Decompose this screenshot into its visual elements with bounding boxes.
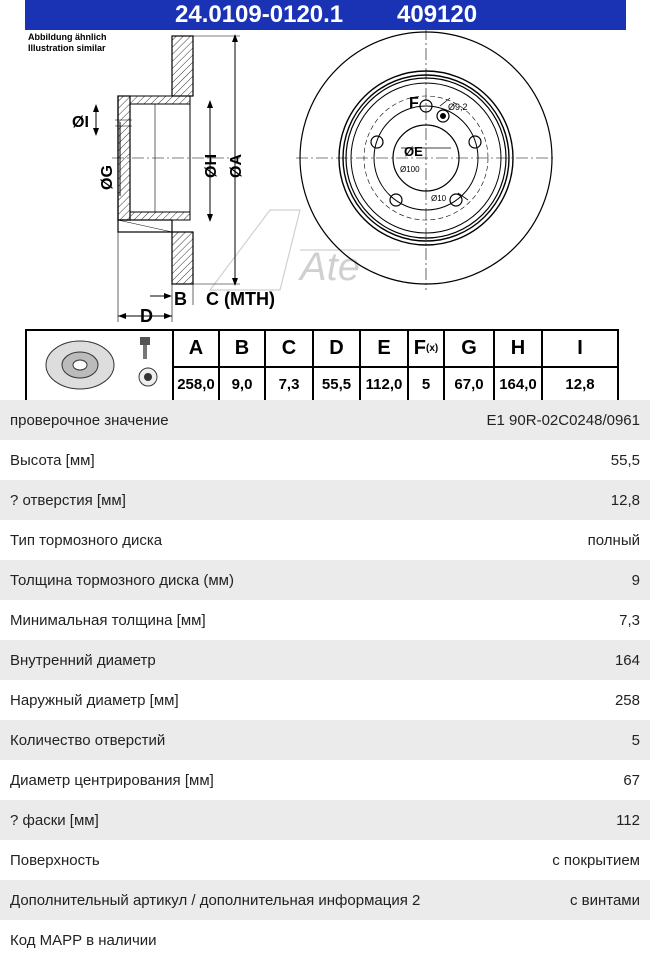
disc-thumbnail-cell [26, 330, 173, 402]
side-section-view [72, 34, 275, 326]
label-bore-10: Ø10 [431, 194, 447, 203]
dimensions-table [25, 329, 619, 403]
disc-thumbnail-icon [30, 331, 170, 395]
spec-value: 5 [631, 731, 640, 749]
spec-label: Диаметр центрирования [мм] [10, 771, 214, 789]
label-c-mth: C (MTH) [206, 289, 275, 309]
label-diameter-a: ØA [228, 154, 245, 178]
spec-row [0, 880, 650, 920]
dim-value-i: 12,8 [542, 367, 618, 403]
technical-drawing [0, 30, 650, 328]
label-diameter-i: ØI [72, 114, 89, 131]
spec-value: E1 90R-02C0248/0961 [486, 411, 640, 429]
spec-row [0, 400, 650, 440]
dim-header-f-suffix: (x) [425, 342, 439, 354]
spec-label: Код MAPP в наличии [10, 931, 157, 949]
label-b: B [174, 289, 187, 309]
spec-row [0, 720, 650, 760]
spec-value: полный [587, 531, 640, 549]
dim-header-f-cell [408, 330, 444, 367]
dim-value-b: 9,0 [219, 367, 265, 403]
dim-header-c: C [265, 330, 313, 367]
spec-value: 67 [623, 771, 640, 789]
label-d: D [140, 306, 153, 326]
spec-label: Наружный диаметр [мм] [10, 691, 179, 709]
spec-row [0, 560, 650, 600]
dimensions-header-row [26, 330, 618, 367]
note-line-de: Abbildung ähnlich [28, 32, 107, 42]
dim-header-f: F [413, 336, 426, 359]
label-pcd-100: Ø100 [400, 165, 420, 174]
spec-value: 9 [631, 571, 640, 589]
dim-header-b: B [219, 330, 265, 367]
spec-row [0, 480, 650, 520]
spec-value: 7,3 [619, 611, 640, 629]
dim-header-e: E [360, 330, 408, 367]
label-hole-9-2: Ø9,2 [448, 102, 468, 112]
spec-row [0, 600, 650, 640]
spec-row [0, 640, 650, 680]
spec-label: Толщина тормозного диска (мм) [10, 571, 234, 589]
dim-header-d: D [313, 330, 360, 367]
dim-value-f: 5 [408, 367, 444, 403]
spec-label: Минимальная толщина [мм] [10, 611, 206, 629]
alt-number: 409120 [397, 1, 478, 28]
header-bar [25, 0, 626, 30]
spec-label: Высота [мм] [10, 451, 95, 469]
part-number: 24.0109-0120.1 [175, 1, 344, 28]
dim-value-e: 112,0 [360, 367, 408, 403]
dim-header-h: H [494, 330, 542, 367]
spec-value: с винтами [569, 891, 640, 909]
spec-row [0, 840, 650, 880]
spec-label: Количество отверстий [10, 731, 166, 749]
dim-value-d: 55,5 [313, 367, 360, 403]
spec-value: 55,5 [610, 451, 640, 469]
dim-value-c: 7,3 [265, 367, 313, 403]
spec-row [0, 680, 650, 720]
product-sheet [0, 0, 650, 400]
label-f: F [409, 95, 419, 112]
spec-row [0, 760, 650, 800]
label-diameter-e: ØE [404, 144, 423, 159]
spec-list [0, 400, 650, 960]
spec-value: 12,8 [610, 491, 640, 509]
spec-row [0, 440, 650, 480]
dim-header-i: I [542, 330, 618, 367]
dim-header-a: A [173, 330, 219, 367]
spec-value: 164 [614, 651, 640, 669]
label-diameter-h: ØH [203, 154, 220, 178]
spec-label: Внутренний диаметр [10, 651, 156, 669]
spec-label: Тип тормозного диска [10, 531, 163, 549]
dim-value-h: 164,0 [494, 367, 542, 403]
note-line-en: Illustration similar [28, 43, 106, 53]
dim-header-g: G [444, 330, 494, 367]
spec-label: Поверхность [10, 851, 100, 869]
spec-label: проверочное значение [10, 411, 169, 429]
dim-value-a: 258,0 [173, 367, 219, 403]
label-diameter-g: ØG [99, 165, 116, 190]
ate-watermark [210, 210, 400, 290]
spec-row [0, 920, 650, 960]
dim-value-g: 67,0 [444, 367, 494, 403]
spec-label: ? фаски [мм] [10, 811, 99, 829]
spec-value: 258 [614, 691, 640, 709]
brand-watermark-text: Ate [300, 245, 361, 289]
spec-row [0, 520, 650, 560]
spec-label: Дополнительный артикул / дополнительная информация 2 [10, 891, 421, 909]
spec-value: 112 [616, 811, 640, 829]
spec-row [0, 800, 650, 840]
spec-label: ? отверстия [мм] [10, 491, 126, 509]
spec-value: с покрытием [552, 851, 640, 869]
